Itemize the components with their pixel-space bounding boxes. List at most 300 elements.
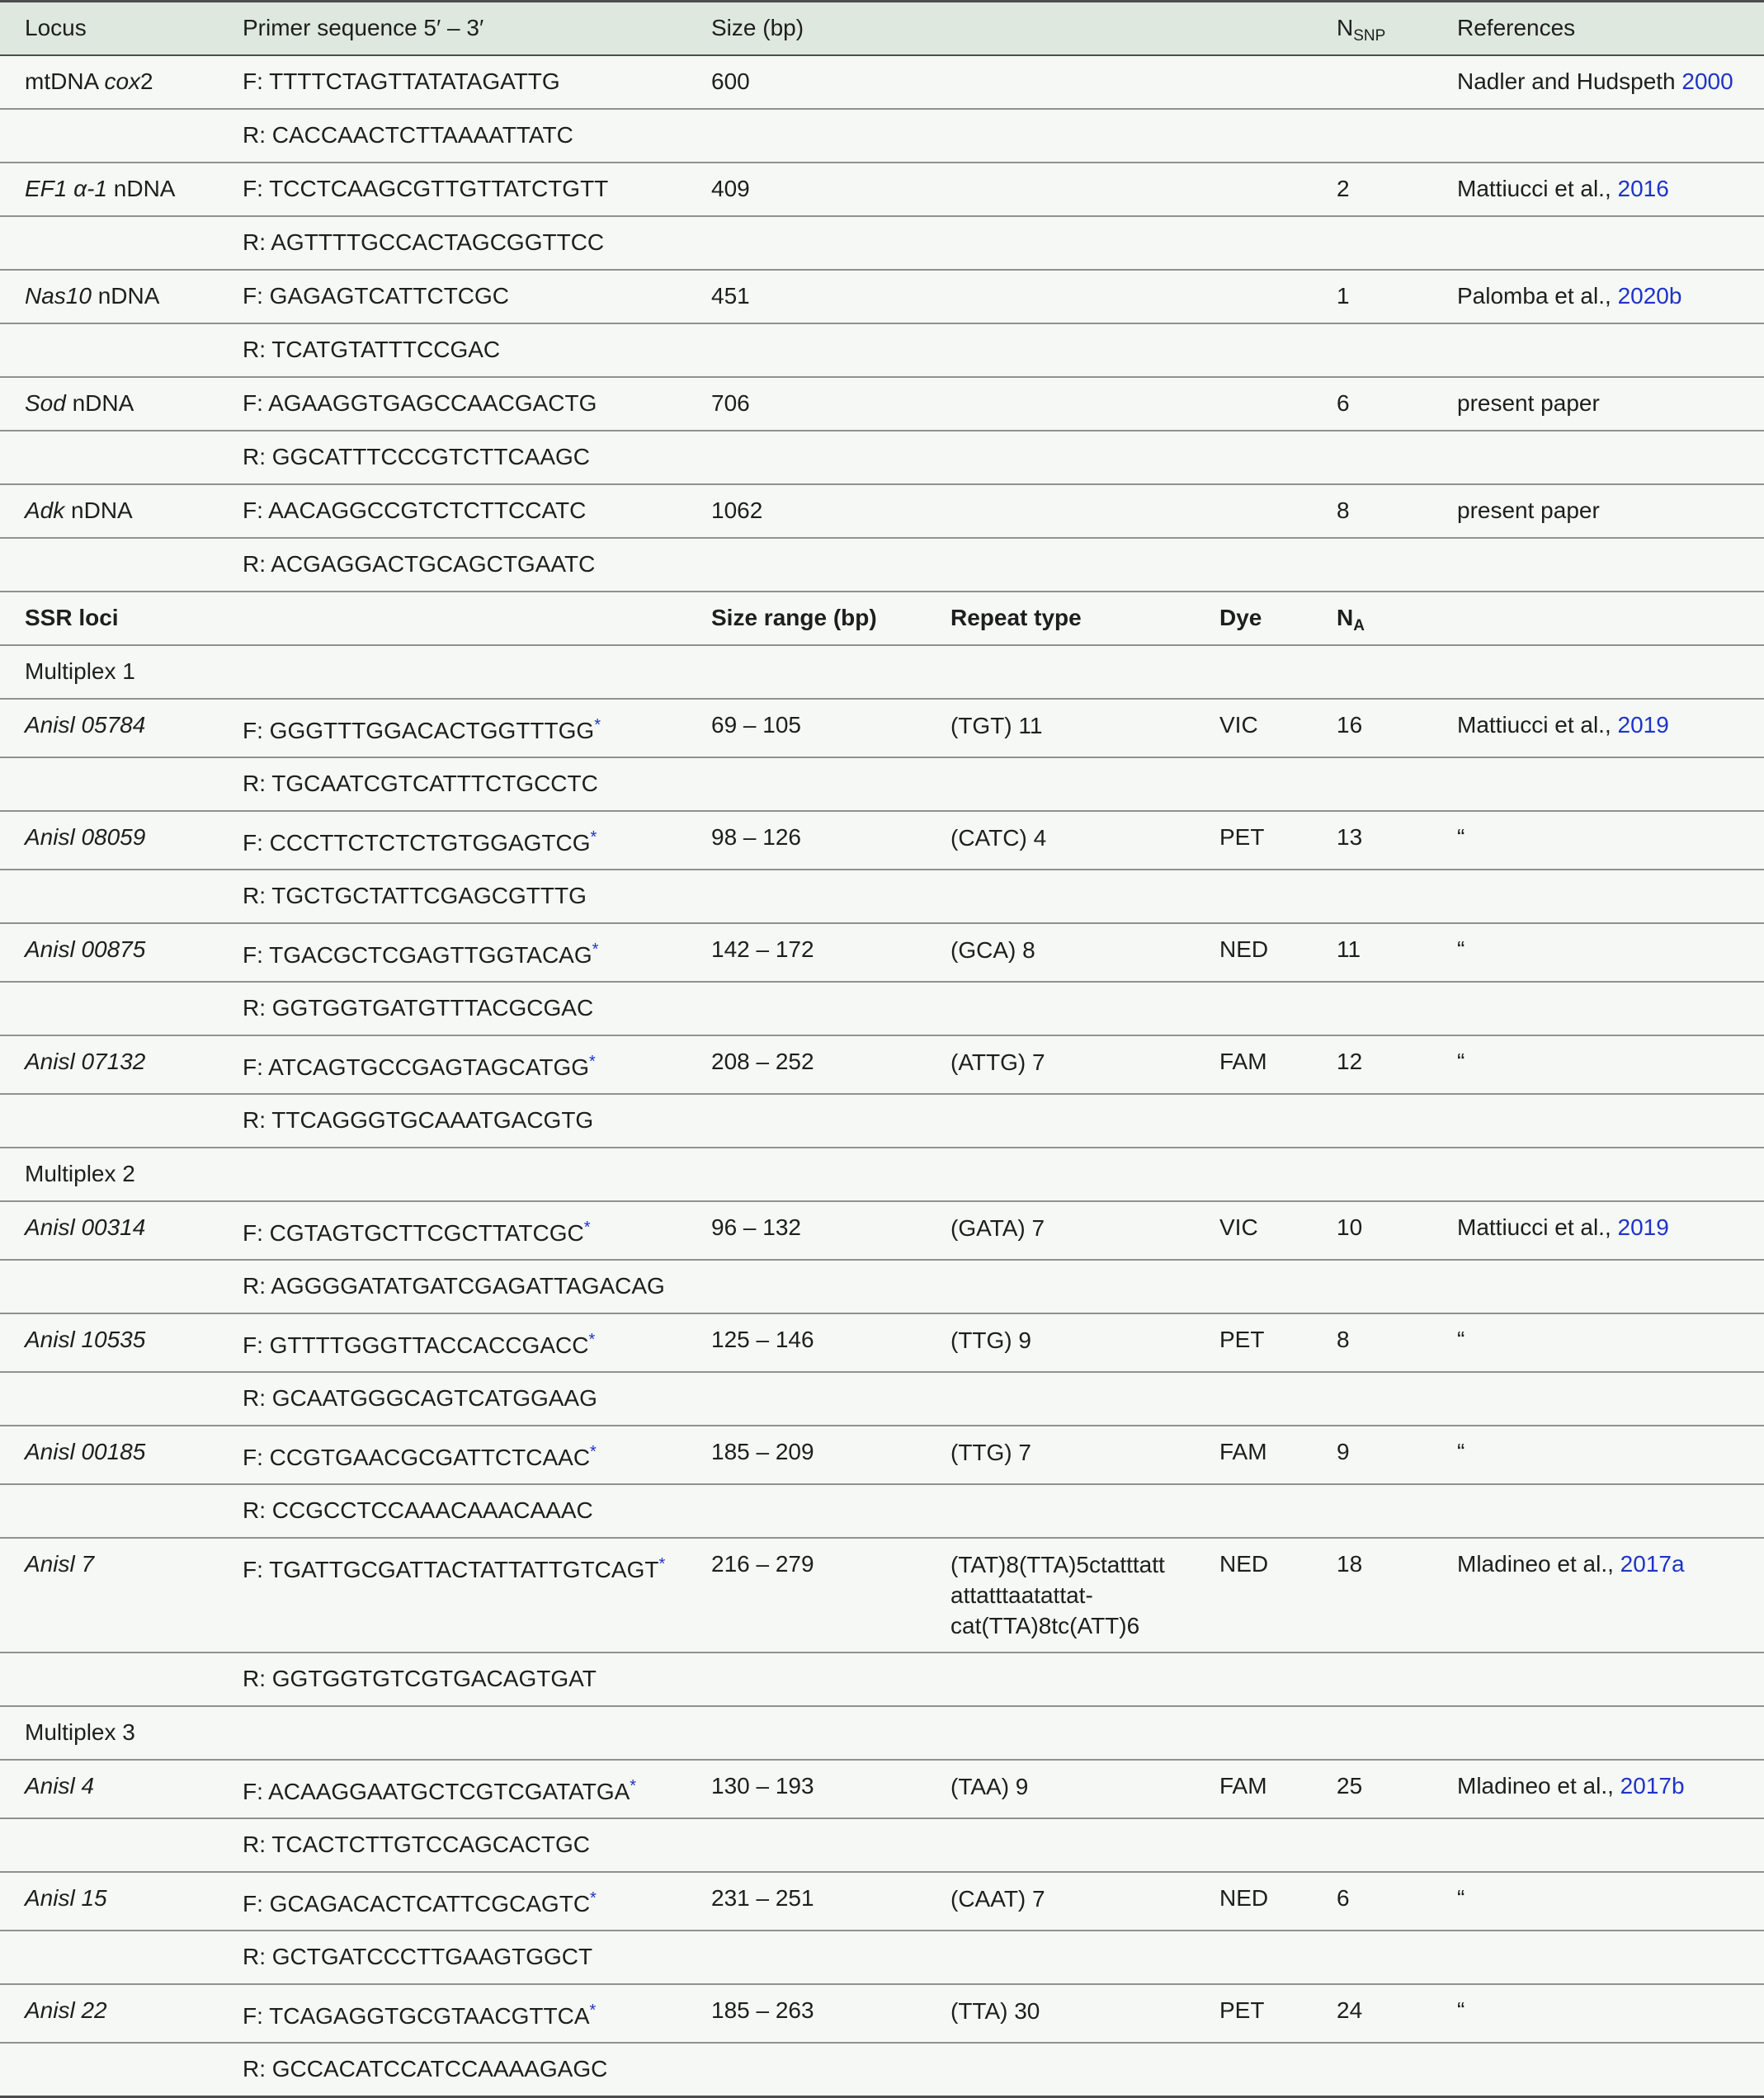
ssr-loci-header: SSR loci	[0, 592, 218, 645]
empty-cell	[1432, 1652, 1764, 1706]
repeat-type-cell: (CATC) 4	[926, 811, 1195, 870]
table-row	[0, 163, 1764, 216]
empty-cell	[686, 982, 926, 1035]
table-row	[0, 757, 1764, 811]
asterisk-marker: *	[590, 828, 597, 846]
empty-cell	[926, 2043, 1195, 2097]
size-range-cell: 185 – 263	[686, 1984, 926, 2043]
repeat-type-cell: (GATA) 7	[926, 1201, 1195, 1260]
asterisk-marker: *	[588, 1331, 596, 1349]
ssr-header-row	[0, 592, 1764, 645]
empty-cell	[1195, 484, 1312, 538]
reference-text: Nadler and Hudspeth	[1457, 68, 1682, 94]
multiplex-row	[0, 1148, 1764, 1201]
na-cell: 12	[1312, 1035, 1432, 1094]
table-row	[0, 55, 1764, 109]
table-row	[0, 1201, 1764, 1260]
reference-cell	[1432, 1984, 1764, 2043]
nsnp-cell	[1312, 55, 1432, 109]
forward-primer-text: F: GTTTTGGGTTACCACCGACC	[243, 1332, 589, 1358]
empty-cell	[1195, 982, 1312, 1035]
repeat-type-cell: (TTG) 7	[926, 1426, 1195, 1484]
reference-cell	[1432, 1872, 1764, 1931]
empty-cell	[1312, 982, 1432, 1035]
multiplex-row	[0, 1706, 1764, 1760]
reference-text: Mladineo et al.,	[1457, 1551, 1620, 1577]
forward-primer	[218, 1872, 686, 1931]
reference-text: present paper	[1457, 497, 1600, 523]
header-empty	[926, 2, 1195, 56]
empty-cell	[1432, 1148, 1764, 1201]
table-row	[0, 1872, 1764, 1931]
locus-name: nDNA	[107, 176, 176, 201]
empty-cell	[1432, 109, 1764, 163]
repeat-type-header: Repeat type	[926, 592, 1195, 645]
repeat-type-cell: (TTA) 30	[926, 1984, 1195, 2043]
ssr-locus-name: Anisl 10535	[0, 1313, 218, 1372]
locus-name-italic: Sod	[25, 390, 66, 416]
empty-cell	[1195, 431, 1312, 484]
empty-cell	[1312, 1260, 1432, 1313]
reference-cell	[1432, 923, 1764, 982]
table-row	[0, 1094, 1764, 1148]
reference-cell	[1432, 163, 1764, 216]
empty-cell	[926, 484, 1195, 538]
empty-cell	[218, 645, 686, 699]
size-cell: 706	[686, 377, 926, 431]
empty-cell	[686, 431, 926, 484]
forward-primer	[218, 1760, 686, 1818]
multiplex-label: Multiplex 3	[0, 1706, 218, 1760]
empty-cell	[1195, 377, 1312, 431]
table-row	[0, 538, 1764, 592]
table-row	[0, 1652, 1764, 1706]
empty-cell	[1195, 55, 1312, 109]
empty-cell	[1312, 1148, 1432, 1201]
dye-cell: VIC	[1195, 1201, 1312, 1260]
empty-cell	[1312, 1484, 1432, 1538]
ssr-locus-name: Anisl 7	[0, 1538, 218, 1652]
empty-cell	[1312, 1094, 1432, 1148]
reverse-primer: R: GGTGGTGTCGTGACAGTGAT	[218, 1652, 686, 1706]
empty-cell	[1432, 757, 1764, 811]
empty-cell	[1312, 757, 1432, 811]
reference-cell	[1432, 811, 1764, 870]
na-header-text: N	[1337, 605, 1354, 630]
empty-cell	[1432, 592, 1764, 645]
empty-cell	[686, 1484, 926, 1538]
empty-cell	[1195, 1094, 1312, 1148]
table-row	[0, 1818, 1764, 1872]
multiplex-row	[0, 645, 1764, 699]
empty-cell	[0, 216, 218, 270]
reverse-primer: R: CCGCCTCCAAACAAACAAAC	[218, 1484, 686, 1538]
empty-cell	[1312, 323, 1432, 377]
empty-cell	[1195, 163, 1312, 216]
reference-text: “	[1457, 824, 1465, 850]
dye-cell: FAM	[1195, 1035, 1312, 1094]
reference-text: “	[1457, 1439, 1465, 1464]
table-row	[0, 1372, 1764, 1426]
asterisk-marker: *	[590, 1889, 597, 1907]
reference-year-link: 2000	[1681, 68, 1733, 94]
empty-cell	[926, 1148, 1195, 1201]
empty-cell	[1195, 2043, 1312, 2097]
reference-year-link: 2019	[1617, 712, 1669, 738]
empty-cell	[926, 1260, 1195, 1313]
locus-name: mtDNA	[25, 68, 105, 94]
empty-cell	[0, 431, 218, 484]
multiplex-label: Multiplex 1	[0, 645, 218, 699]
forward-primer	[218, 1984, 686, 2043]
empty-cell	[686, 1372, 926, 1426]
empty-cell	[1312, 1706, 1432, 1760]
empty-cell	[1432, 1818, 1764, 1872]
asterisk-marker: *	[594, 716, 601, 734]
locus-name-italic: EF1 α-1	[25, 176, 107, 201]
empty-cell	[926, 538, 1195, 592]
table-row	[0, 431, 1764, 484]
empty-cell	[1432, 431, 1764, 484]
empty-cell	[1432, 1931, 1764, 1984]
table-row	[0, 216, 1764, 270]
forward-primer: F: AGAAGGTGAGCCAACGACTG	[218, 377, 686, 431]
empty-cell	[926, 1931, 1195, 1984]
dye-cell: NED	[1195, 1538, 1312, 1652]
empty-cell	[686, 757, 926, 811]
reference-cell	[1432, 1538, 1764, 1652]
reverse-primer: R: AGGGGATATGATCGAGATTAGACAG	[218, 1260, 686, 1313]
empty-cell	[0, 870, 218, 923]
repeat-type-cell: (TTG) 9	[926, 1313, 1195, 1372]
reference-year-link: 2017a	[1620, 1551, 1685, 1577]
forward-primer	[218, 1313, 686, 1372]
forward-primer: F: AACAGGCCGTCTCTTCCATC	[218, 484, 686, 538]
empty-cell	[926, 377, 1195, 431]
na-cell: 16	[1312, 699, 1432, 757]
size-range-cell: 216 – 279	[686, 1538, 926, 1652]
empty-cell	[686, 870, 926, 923]
multiplex-label: Multiplex 2	[0, 1148, 218, 1201]
empty-cell	[686, 323, 926, 377]
reference-text: “	[1457, 1885, 1465, 1911]
empty-cell	[1195, 870, 1312, 923]
dye-cell: NED	[1195, 923, 1312, 982]
reverse-primer: R: TGCTGCTATTCGAGCGTTTG	[218, 870, 686, 923]
reference-cell	[1432, 1313, 1764, 1372]
empty-cell	[1195, 323, 1312, 377]
empty-cell	[0, 1931, 218, 1984]
ssr-locus-name: Anisl 15	[0, 1872, 218, 1931]
reference-cell	[1432, 55, 1764, 109]
empty-cell	[1312, 1652, 1432, 1706]
locus-cell	[0, 163, 218, 216]
empty-cell	[1195, 216, 1312, 270]
reference-text: “	[1457, 936, 1465, 962]
asterisk-marker: *	[583, 1219, 591, 1237]
empty-cell	[1195, 1484, 1312, 1538]
na-cell: 10	[1312, 1201, 1432, 1260]
reverse-primer: R: GCAATGGGCAGTCATGGAAG	[218, 1372, 686, 1426]
empty-cell	[1312, 1372, 1432, 1426]
empty-cell	[1312, 538, 1432, 592]
ssr-locus-name: Anisl 00314	[0, 1201, 218, 1260]
table-row	[0, 1260, 1764, 1313]
forward-primer	[218, 811, 686, 870]
reverse-primer: R: GCTGATCCCTTGAAGTGGCT	[218, 1931, 686, 1984]
empty-cell	[0, 109, 218, 163]
reference-text: Palomba et al.,	[1457, 283, 1618, 309]
reference-text: Mladineo et al.,	[1457, 1773, 1620, 1799]
empty-cell	[926, 1094, 1195, 1148]
empty-cell	[1432, 982, 1764, 1035]
empty-cell	[686, 1148, 926, 1201]
reference-year-link: 2020b	[1617, 283, 1682, 309]
reference-cell	[1432, 377, 1764, 431]
empty-cell	[1312, 431, 1432, 484]
reverse-primer: R: TCATGTATTTCCGAC	[218, 323, 686, 377]
size-cell: 409	[686, 163, 926, 216]
forward-primer: F: GAGAGTCATTCTCGC	[218, 270, 686, 323]
na-cell: 6	[1312, 1872, 1432, 1931]
forward-primer-text: F: GGGTTTGGACACTGGTTTGG	[243, 718, 595, 743]
repeat-type-cell: (CAAT) 7	[926, 1872, 1195, 1931]
asterisk-marker: *	[589, 1053, 596, 1071]
reverse-primer: R: TTCAGGGTGCAAATGACGTG	[218, 1094, 686, 1148]
dye-cell: PET	[1195, 1313, 1312, 1372]
reference-cell	[1432, 1760, 1764, 1818]
locus-cell	[0, 484, 218, 538]
table-row	[0, 1426, 1764, 1484]
size-cell: 1062	[686, 484, 926, 538]
na-cell: 9	[1312, 1426, 1432, 1484]
table-header-row	[0, 2, 1764, 56]
reference-cell	[1432, 699, 1764, 757]
empty-cell	[926, 757, 1195, 811]
empty-cell	[0, 323, 218, 377]
empty-cell	[686, 1931, 926, 1984]
size-range-cell: 130 – 193	[686, 1760, 926, 1818]
empty-cell	[1195, 538, 1312, 592]
table-row	[0, 811, 1764, 870]
empty-cell	[0, 1260, 218, 1313]
table-row	[0, 323, 1764, 377]
empty-cell	[686, 1652, 926, 1706]
empty-cell	[1432, 1706, 1764, 1760]
repeat-type-cell: (GCA) 8	[926, 923, 1195, 982]
na-cell: 24	[1312, 1984, 1432, 2043]
dye-cell: PET	[1195, 1984, 1312, 2043]
forward-primer-text: F: TCAGAGGTGCGTAACGTTCA	[243, 2003, 590, 2029]
forward-primer	[218, 699, 686, 757]
forward-primer-text: F: ACAAGGAATGCTCGTCGATATGA	[243, 1779, 630, 1804]
empty-cell	[1195, 1706, 1312, 1760]
empty-cell	[926, 216, 1195, 270]
asterisk-marker: *	[658, 1555, 666, 1573]
empty-cell	[926, 1652, 1195, 1706]
reference-cell	[1432, 1426, 1764, 1484]
ssr-locus-name: Anisl 07132	[0, 1035, 218, 1094]
size-range-cell: 69 – 105	[686, 699, 926, 757]
empty-cell	[1195, 1148, 1312, 1201]
size-cell: 600	[686, 55, 926, 109]
ssr-locus-name: Anisl 08059	[0, 811, 218, 870]
repeat-type-cell: (TAA) 9	[926, 1760, 1195, 1818]
table-row	[0, 484, 1764, 538]
empty-cell	[1432, 323, 1764, 377]
table-row	[0, 982, 1764, 1035]
empty-cell	[926, 1372, 1195, 1426]
empty-cell	[1312, 109, 1432, 163]
empty-cell	[1195, 1652, 1312, 1706]
na-cell: 13	[1312, 811, 1432, 870]
nsnp-cell: 6	[1312, 377, 1432, 431]
empty-cell	[686, 1094, 926, 1148]
dye-cell: FAM	[1195, 1426, 1312, 1484]
reference-year-link: 2019	[1617, 1214, 1669, 1240]
dye-header: Dye	[1195, 592, 1312, 645]
locus-name-italic: cox	[104, 68, 141, 94]
asterisk-marker: *	[592, 941, 599, 959]
table-row	[0, 923, 1764, 982]
forward-primer	[218, 923, 686, 982]
empty-cell	[1432, 1484, 1764, 1538]
forward-primer	[218, 1426, 686, 1484]
size-range-cell: 125 – 146	[686, 1313, 926, 1372]
size-range-cell: 208 – 252	[686, 1035, 926, 1094]
empty-cell	[1195, 1931, 1312, 1984]
empty-cell	[686, 1260, 926, 1313]
empty-cell	[1195, 270, 1312, 323]
dye-cell: FAM	[1195, 1760, 1312, 1818]
empty-cell	[0, 982, 218, 1035]
na-header	[1312, 592, 1432, 645]
table-row	[0, 1931, 1764, 1984]
empty-cell	[1312, 2043, 1432, 2097]
forward-primer	[218, 1538, 686, 1652]
na-cell: 18	[1312, 1538, 1432, 1652]
size-range-cell: 142 – 172	[686, 923, 926, 982]
empty-cell	[926, 323, 1195, 377]
empty-cell	[218, 1706, 686, 1760]
empty-cell	[686, 645, 926, 699]
size-range-cell: 231 – 251	[686, 1872, 926, 1931]
locus-cell	[0, 270, 218, 323]
header-size: Size (bp)	[686, 2, 926, 56]
forward-primer	[218, 1035, 686, 1094]
header-empty	[1195, 2, 1312, 56]
reverse-primer: R: CACCAACTCTTAAAATTATC	[218, 109, 686, 163]
empty-cell	[1195, 1818, 1312, 1872]
empty-cell	[686, 1818, 926, 1872]
empty-cell	[1432, 1094, 1764, 1148]
empty-cell	[1432, 645, 1764, 699]
reverse-primer: R: ACGAGGACTGCAGCTGAATC	[218, 538, 686, 592]
empty-cell	[1432, 538, 1764, 592]
dye-cell: VIC	[1195, 699, 1312, 757]
forward-primer-text: F: GCAGACACTCATTCGCAGTC	[243, 1891, 591, 1916]
empty-cell	[1195, 645, 1312, 699]
empty-cell	[218, 1148, 686, 1201]
empty-cell	[0, 538, 218, 592]
empty-cell	[1312, 870, 1432, 923]
table-row	[0, 699, 1764, 757]
empty-cell	[926, 1818, 1195, 1872]
empty-cell	[1312, 1818, 1432, 1872]
size-range-header: Size range (bp)	[686, 592, 926, 645]
dye-cell: NED	[1195, 1872, 1312, 1931]
forward-primer: F: TCCTCAAGCGTTGTTATCTGTT	[218, 163, 686, 216]
reverse-primer: R: AGTTTTGCCACTAGCGGTTCC	[218, 216, 686, 270]
repeat-type-cell: (ATTG) 7	[926, 1035, 1195, 1094]
reverse-primer: R: GGCATTTCCCGTCTTCAAGC	[218, 431, 686, 484]
header-primer: Primer sequence 5′ – 3′	[218, 2, 686, 56]
locus-name: nDNA	[65, 390, 134, 416]
empty-cell	[1432, 1260, 1764, 1313]
table-row	[0, 1035, 1764, 1094]
forward-primer: F: TTTTCTAGTTATATAGATTG	[218, 55, 686, 109]
header-references: References	[1432, 2, 1764, 56]
repeat-type-cell: (TAT)8(TTA)5ctatttatt attatttaatattat-cat(TTA)8tc(ATT)6	[926, 1538, 1195, 1652]
nsnp-cell: 8	[1312, 484, 1432, 538]
empty-cell	[1312, 1931, 1432, 1984]
locus-name: nDNA	[91, 283, 160, 309]
empty-cell	[1312, 645, 1432, 699]
empty-cell	[0, 757, 218, 811]
locus-name-italic: Adk	[25, 497, 65, 523]
ssr-locus-name: Anisl 05784	[0, 699, 218, 757]
empty-cell	[926, 1484, 1195, 1538]
ssr-locus-name: Anisl 00185	[0, 1426, 218, 1484]
na-cell: 25	[1312, 1760, 1432, 1818]
reverse-primer: R: TGCAATCGTCATTTCTGCCTC	[218, 757, 686, 811]
reference-text: present paper	[1457, 390, 1600, 416]
empty-cell	[926, 109, 1195, 163]
na-header-sub: A	[1353, 617, 1365, 634]
empty-cell	[926, 163, 1195, 216]
size-range-cell: 96 – 132	[686, 1201, 926, 1260]
reference-text: “	[1457, 1049, 1465, 1074]
na-cell: 8	[1312, 1313, 1432, 1372]
empty-cell	[926, 431, 1195, 484]
na-cell: 11	[1312, 923, 1432, 982]
empty-cell	[926, 982, 1195, 1035]
forward-primer-text: F: TGACGCTCGAGTTGGTACAG	[243, 942, 592, 968]
empty-cell	[1195, 1260, 1312, 1313]
reference-text: Mattiucci et al.,	[1457, 176, 1618, 201]
empty-cell	[0, 1484, 218, 1538]
reference-year-link: 2016	[1617, 176, 1669, 201]
locus-cell	[0, 55, 218, 109]
forward-primer-text: F: CCCTTCTCTCTGTGGAGTCG	[243, 830, 591, 856]
locus-name: 2	[140, 68, 153, 94]
reference-cell	[1432, 484, 1764, 538]
empty-cell	[0, 1372, 218, 1426]
empty-cell	[926, 645, 1195, 699]
asterisk-marker: *	[589, 2001, 597, 2020]
empty-cell	[926, 270, 1195, 323]
reference-cell	[1432, 1201, 1764, 1260]
empty-cell	[686, 109, 926, 163]
repeat-type-cell: (TGT) 11	[926, 699, 1195, 757]
table-row	[0, 109, 1764, 163]
empty-cell	[1312, 216, 1432, 270]
forward-primer	[218, 1201, 686, 1260]
ssr-locus-name: Anisl 4	[0, 1760, 218, 1818]
table-row	[0, 2043, 1764, 2097]
reference-cell	[1432, 1035, 1764, 1094]
forward-primer-text: F: CCGTGAACGCGATTCTCAAC	[243, 1445, 591, 1470]
